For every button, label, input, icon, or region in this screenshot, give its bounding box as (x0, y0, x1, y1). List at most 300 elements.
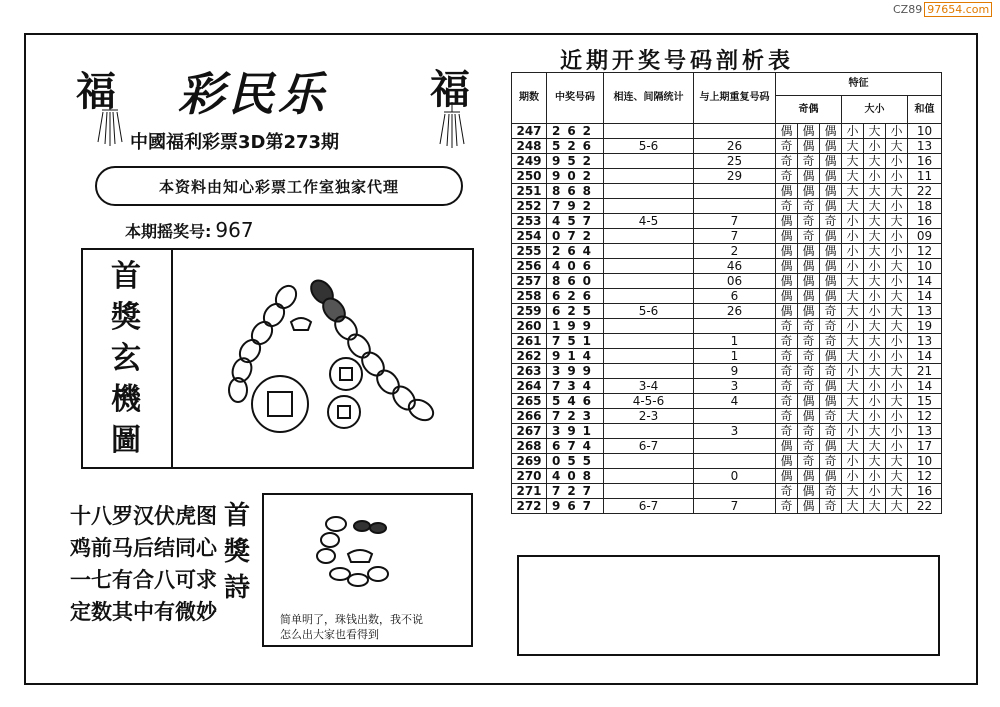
poem-tag-char: 首 (224, 501, 251, 531)
table-row (512, 499, 942, 514)
big-small-cell: 大 (864, 499, 886, 514)
sum-cell: 12 (908, 409, 942, 424)
sum-cell: 10 (908, 259, 942, 274)
draw-number: 967 (215, 218, 254, 242)
big-small-cell: 小 (886, 199, 908, 214)
odd-even-cell: 奇 (798, 229, 820, 244)
odd-even-cell: 奇 (798, 199, 820, 214)
puzzle-side-label (81, 248, 173, 469)
big-small-cell: 大 (886, 184, 908, 199)
odd-even-cell: 奇 (798, 154, 820, 169)
odd-even-cell: 偶 (798, 469, 820, 484)
big-small-cell: 大 (864, 199, 886, 214)
sum-cell: 18 (908, 199, 942, 214)
big-small-cell: 大 (842, 199, 864, 214)
draw-number-line (125, 218, 254, 242)
odd-even-cell: 偶 (776, 244, 798, 259)
issue-cell: 259 (512, 304, 547, 319)
poem-tag-char: 詩 (224, 573, 251, 603)
sum-cell: 12 (908, 469, 942, 484)
odd-even-cell: 偶 (820, 274, 842, 289)
sum-cell: 10 (908, 124, 942, 139)
table-title: 近期开奖号码剖析表 (560, 48, 795, 74)
odd-even-cell: 偶 (776, 439, 798, 454)
repeat-cell: 25 (694, 154, 776, 169)
odd-even-cell: 偶 (820, 169, 842, 184)
sum-cell: 09 (908, 229, 942, 244)
odd-even-cell: 偶 (820, 229, 842, 244)
issue-cell: 249 (512, 154, 547, 169)
odd-even-cell: 奇 (820, 364, 842, 379)
prize-number-cell: 734 (547, 379, 604, 394)
sum-cell: 14 (908, 274, 942, 289)
odd-even-cell: 奇 (820, 409, 842, 424)
repeat-cell: 26 (694, 304, 776, 319)
odd-even-cell: 偶 (776, 454, 798, 469)
adjacent-cell: 4-5-6 (604, 394, 694, 409)
prize-number-cell: 399 (547, 364, 604, 379)
prize-number-cell: 674 (547, 439, 604, 454)
header-issue: 期数 (512, 73, 547, 124)
issue-cell: 261 (512, 334, 547, 349)
page-title: 彩民乐 (178, 67, 328, 121)
odd-even-cell: 偶 (798, 289, 820, 304)
odd-even-cell: 偶 (798, 394, 820, 409)
table-row (512, 244, 942, 259)
issue-cell: 256 (512, 259, 547, 274)
issue-cell: 267 (512, 424, 547, 439)
prize-number-cell: 626 (547, 289, 604, 304)
sum-cell: 17 (908, 439, 942, 454)
repeat-cell: 4 (694, 394, 776, 409)
big-small-cell: 小 (842, 319, 864, 334)
odd-even-cell: 奇 (776, 154, 798, 169)
repeat-cell (694, 484, 776, 499)
odd-even-cell: 偶 (820, 259, 842, 274)
repeat-cell (694, 439, 776, 454)
repeat-cell (694, 319, 776, 334)
big-small-cell: 大 (864, 274, 886, 289)
big-small-cell: 小 (842, 469, 864, 484)
sum-cell: 14 (908, 289, 942, 304)
table-row (512, 484, 942, 499)
issue-label: 中國福利彩票3D第273期 (130, 132, 340, 153)
odd-even-cell: 偶 (820, 154, 842, 169)
big-small-cell: 大 (842, 499, 864, 514)
issue-cell: 247 (512, 124, 547, 139)
sum-cell: 13 (908, 139, 942, 154)
table-row (512, 394, 942, 409)
odd-even-cell: 偶 (798, 184, 820, 199)
hint-line: 怎么出大家也看得到 (280, 628, 379, 641)
odd-even-cell: 奇 (776, 484, 798, 499)
table-row (512, 424, 942, 439)
odd-even-cell: 偶 (798, 409, 820, 424)
puzzle-char: 圖 (111, 423, 141, 458)
table-row (512, 139, 942, 154)
sum-cell: 21 (908, 364, 942, 379)
odd-even-cell: 奇 (798, 364, 820, 379)
odd-even-cell: 奇 (798, 214, 820, 229)
odd-even-cell: 偶 (820, 349, 842, 364)
prize-number-cell: 546 (547, 394, 604, 409)
table-row (512, 184, 942, 199)
big-small-cell: 小 (864, 409, 886, 424)
adjacent-cell (604, 169, 694, 184)
big-small-cell: 小 (842, 124, 864, 139)
table-row (512, 469, 942, 484)
prize-number-cell: 792 (547, 199, 604, 214)
adjacent-cell (604, 229, 694, 244)
sum-cell: 12 (908, 244, 942, 259)
issue-cell: 258 (512, 289, 547, 304)
prize-number-cell: 902 (547, 169, 604, 184)
big-small-cell: 大 (886, 319, 908, 334)
big-small-cell: 大 (842, 334, 864, 349)
big-small-cell: 小 (886, 244, 908, 259)
adjacent-cell (604, 334, 694, 349)
odd-even-cell: 偶 (820, 124, 842, 139)
poem-tag (224, 498, 250, 606)
prize-number-cell: 406 (547, 259, 604, 274)
big-small-cell: 大 (864, 424, 886, 439)
prize-number-cell: 868 (547, 184, 604, 199)
odd-even-cell: 偶 (798, 484, 820, 499)
odd-even-cell: 偶 (820, 244, 842, 259)
prize-number-cell: 526 (547, 139, 604, 154)
big-small-cell: 大 (842, 274, 864, 289)
big-small-cell: 小 (886, 124, 908, 139)
big-small-cell: 大 (864, 184, 886, 199)
big-small-cell: 大 (842, 184, 864, 199)
odd-even-cell: 奇 (776, 139, 798, 154)
adjacent-cell (604, 349, 694, 364)
big-small-cell: 大 (842, 139, 864, 154)
header-big-small: 大小 (842, 96, 908, 124)
big-small-cell: 大 (886, 304, 908, 319)
table-row (512, 124, 942, 139)
big-small-cell: 小 (842, 214, 864, 229)
issue-cell: 255 (512, 244, 547, 259)
big-small-cell: 大 (886, 214, 908, 229)
odd-even-cell: 奇 (776, 334, 798, 349)
big-small-cell: 大 (842, 439, 864, 454)
big-small-cell: 小 (842, 424, 864, 439)
sum-cell: 14 (908, 349, 942, 364)
big-small-cell: 小 (842, 229, 864, 244)
big-small-cell: 小 (864, 304, 886, 319)
odd-even-cell: 奇 (798, 424, 820, 439)
poem-tag-char: 獎 (224, 537, 251, 567)
poem (70, 500, 217, 628)
repeat-cell: 3 (694, 379, 776, 394)
issue-cell: 250 (512, 169, 547, 184)
table-row (512, 214, 942, 229)
repeat-cell (694, 124, 776, 139)
adjacent-cell: 3-4 (604, 379, 694, 394)
odd-even-cell: 偶 (820, 439, 842, 454)
big-small-cell: 大 (886, 394, 908, 409)
issue-cell: 265 (512, 394, 547, 409)
big-small-cell: 大 (864, 214, 886, 229)
beads-hint-image (300, 512, 410, 608)
issue-cell: 253 (512, 214, 547, 229)
prize-number-cell: 751 (547, 334, 604, 349)
brand-code: CZ89 (893, 3, 923, 16)
repeat-cell: 06 (694, 274, 776, 289)
repeat-cell: 6 (694, 289, 776, 304)
big-small-cell: 小 (886, 409, 908, 424)
odd-even-cell: 偶 (820, 184, 842, 199)
big-small-cell: 小 (886, 349, 908, 364)
big-small-cell: 大 (842, 379, 864, 394)
odd-even-cell: 偶 (776, 214, 798, 229)
table-row (512, 439, 942, 454)
issue-cell: 268 (512, 439, 547, 454)
issue-cell: 266 (512, 409, 547, 424)
table-row (512, 409, 942, 424)
odd-even-cell: 偶 (820, 199, 842, 214)
odd-even-cell: 偶 (798, 304, 820, 319)
repeat-cell: 2 (694, 244, 776, 259)
adjacent-cell: 6-7 (604, 499, 694, 514)
table-row (512, 169, 942, 184)
prize-number-cell: 860 (547, 274, 604, 289)
big-small-cell: 大 (886, 364, 908, 379)
repeat-cell: 0 (694, 469, 776, 484)
big-small-cell: 大 (842, 154, 864, 169)
big-small-cell: 大 (842, 409, 864, 424)
big-small-cell: 大 (864, 454, 886, 469)
sum-cell: 16 (908, 154, 942, 169)
big-small-cell: 小 (886, 169, 908, 184)
repeat-cell: 3 (694, 424, 776, 439)
header-prize-number: 中奖号码 (547, 73, 604, 124)
hint-text (280, 612, 423, 642)
odd-even-cell: 奇 (776, 409, 798, 424)
repeat-cell: 46 (694, 259, 776, 274)
prize-number-cell: 264 (547, 244, 604, 259)
big-small-cell: 大 (842, 304, 864, 319)
odd-even-cell: 奇 (798, 439, 820, 454)
odd-even-cell: 奇 (820, 499, 842, 514)
repeat-cell (694, 454, 776, 469)
odd-even-cell: 偶 (776, 274, 798, 289)
big-small-cell: 小 (864, 139, 886, 154)
odd-even-cell: 偶 (798, 499, 820, 514)
adjacent-cell (604, 469, 694, 484)
big-small-cell: 大 (886, 469, 908, 484)
draw-label: 本期摇奖号: (125, 222, 212, 241)
adjacent-cell (604, 364, 694, 379)
big-small-cell: 小 (842, 259, 864, 274)
big-small-cell: 小 (886, 154, 908, 169)
prize-number-cell: 723 (547, 409, 604, 424)
big-small-cell: 大 (886, 454, 908, 469)
odd-even-cell: 偶 (776, 184, 798, 199)
big-small-cell: 大 (886, 484, 908, 499)
odd-even-cell: 偶 (798, 139, 820, 154)
beads-coins-puzzle-image (176, 252, 470, 466)
table-row (512, 364, 942, 379)
big-small-cell: 大 (864, 319, 886, 334)
big-small-cell: 小 (864, 469, 886, 484)
big-small-cell: 小 (886, 424, 908, 439)
odd-even-cell: 奇 (776, 199, 798, 214)
sum-cell: 22 (908, 499, 942, 514)
adjacent-cell (604, 274, 694, 289)
draw-analysis-table (511, 72, 942, 514)
big-small-cell: 小 (886, 334, 908, 349)
odd-even-cell: 奇 (820, 424, 842, 439)
odd-even-cell: 偶 (776, 259, 798, 274)
big-small-cell: 小 (842, 244, 864, 259)
big-small-cell: 大 (842, 169, 864, 184)
table-row (512, 379, 942, 394)
table-row (512, 319, 942, 334)
odd-even-cell: 偶 (820, 289, 842, 304)
empty-notes-box (517, 555, 940, 656)
header-features: 特征 (776, 73, 942, 96)
big-small-cell: 小 (886, 229, 908, 244)
repeat-cell (694, 409, 776, 424)
adjacent-cell: 2-3 (604, 409, 694, 424)
prize-number-cell: 055 (547, 454, 604, 469)
odd-even-cell: 奇 (776, 424, 798, 439)
odd-even-cell: 奇 (776, 349, 798, 364)
odd-even-cell: 奇 (820, 454, 842, 469)
issue-cell: 263 (512, 364, 547, 379)
header-sum: 和值 (908, 96, 942, 124)
prize-number-cell: 072 (547, 229, 604, 244)
issue-cell: 271 (512, 484, 547, 499)
odd-even-cell: 奇 (776, 394, 798, 409)
prize-number-cell: 727 (547, 484, 604, 499)
adjacent-cell (604, 319, 694, 334)
prize-number-cell: 914 (547, 349, 604, 364)
odd-even-cell: 奇 (776, 499, 798, 514)
sum-cell: 14 (908, 379, 942, 394)
issue-cell: 262 (512, 349, 547, 364)
fu-left: 福 (76, 68, 116, 115)
table-row (512, 454, 942, 469)
issue-cell: 252 (512, 199, 547, 214)
odd-even-cell: 奇 (820, 304, 842, 319)
issue-cell: 248 (512, 139, 547, 154)
big-small-cell: 大 (886, 139, 908, 154)
big-small-cell: 小 (886, 439, 908, 454)
issue-cell: 270 (512, 469, 547, 484)
adjacent-cell (604, 259, 694, 274)
odd-even-cell: 偶 (798, 124, 820, 139)
big-small-cell: 大 (864, 364, 886, 379)
table-row (512, 334, 942, 349)
table-row (512, 274, 942, 289)
poem-line: 十八罗汉伏虎图 (70, 504, 217, 528)
big-small-cell: 大 (864, 154, 886, 169)
prize-number-cell: 408 (547, 469, 604, 484)
adjacent-cell: 5-6 (604, 304, 694, 319)
prize-number-cell: 457 (547, 214, 604, 229)
big-small-cell: 大 (864, 439, 886, 454)
big-small-cell: 小 (886, 379, 908, 394)
sum-cell: 13 (908, 424, 942, 439)
odd-even-cell: 奇 (776, 364, 798, 379)
odd-even-cell: 偶 (798, 169, 820, 184)
adjacent-cell (604, 424, 694, 439)
header-adjacent: 相连、间隔统计 (604, 73, 694, 124)
table-row (512, 349, 942, 364)
big-small-cell: 大 (864, 124, 886, 139)
issue-cell: 254 (512, 229, 547, 244)
repeat-cell (694, 199, 776, 214)
sum-cell: 19 (908, 319, 942, 334)
adjacent-cell: 4-5 (604, 214, 694, 229)
sum-cell: 22 (908, 184, 942, 199)
adjacent-cell: 6-7 (604, 439, 694, 454)
big-small-cell: 大 (864, 244, 886, 259)
prize-number-cell: 967 (547, 499, 604, 514)
odd-even-cell: 偶 (776, 229, 798, 244)
sum-cell: 16 (908, 214, 942, 229)
sum-cell: 16 (908, 484, 942, 499)
big-small-cell: 小 (864, 259, 886, 274)
issue-cell: 251 (512, 184, 547, 199)
odd-even-cell: 奇 (798, 319, 820, 334)
odd-even-cell: 奇 (798, 349, 820, 364)
big-small-cell: 大 (864, 334, 886, 349)
puzzle-char: 首 (111, 259, 141, 294)
repeat-cell: 1 (694, 349, 776, 364)
odd-even-cell: 偶 (820, 379, 842, 394)
big-small-cell: 大 (864, 229, 886, 244)
adjacent-cell (604, 454, 694, 469)
fu-right: 福 (430, 66, 470, 113)
adjacent-cell (604, 184, 694, 199)
odd-even-cell: 偶 (776, 289, 798, 304)
odd-even-cell: 奇 (798, 334, 820, 349)
big-small-cell: 大 (842, 394, 864, 409)
big-small-cell: 大 (886, 259, 908, 274)
issue-cell: 272 (512, 499, 547, 514)
big-small-cell: 大 (842, 484, 864, 499)
odd-even-cell: 奇 (820, 319, 842, 334)
sum-cell: 10 (908, 454, 942, 469)
big-small-cell: 小 (864, 169, 886, 184)
issue-cell: 269 (512, 454, 547, 469)
big-small-cell: 大 (886, 289, 908, 304)
adjacent-cell (604, 244, 694, 259)
prize-number-cell: 262 (547, 124, 604, 139)
odd-even-cell: 奇 (820, 484, 842, 499)
brand-domain[interactable]: 97654.com (924, 2, 992, 17)
odd-even-cell: 奇 (798, 454, 820, 469)
adjacent-cell (604, 199, 694, 214)
repeat-cell: 9 (694, 364, 776, 379)
big-small-cell: 小 (842, 364, 864, 379)
header-odd-even: 奇偶 (776, 96, 842, 124)
odd-even-cell: 偶 (798, 274, 820, 289)
repeat-cell: 26 (694, 139, 776, 154)
repeat-cell (694, 184, 776, 199)
prize-number-cell: 391 (547, 424, 604, 439)
big-small-cell: 小 (864, 289, 886, 304)
adjacent-cell (604, 154, 694, 169)
source-note: 本资料由知心彩票工作室独家代理 (95, 166, 463, 206)
repeat-cell: 7 (694, 499, 776, 514)
puzzle-char: 獎 (111, 300, 141, 335)
table-row (512, 154, 942, 169)
